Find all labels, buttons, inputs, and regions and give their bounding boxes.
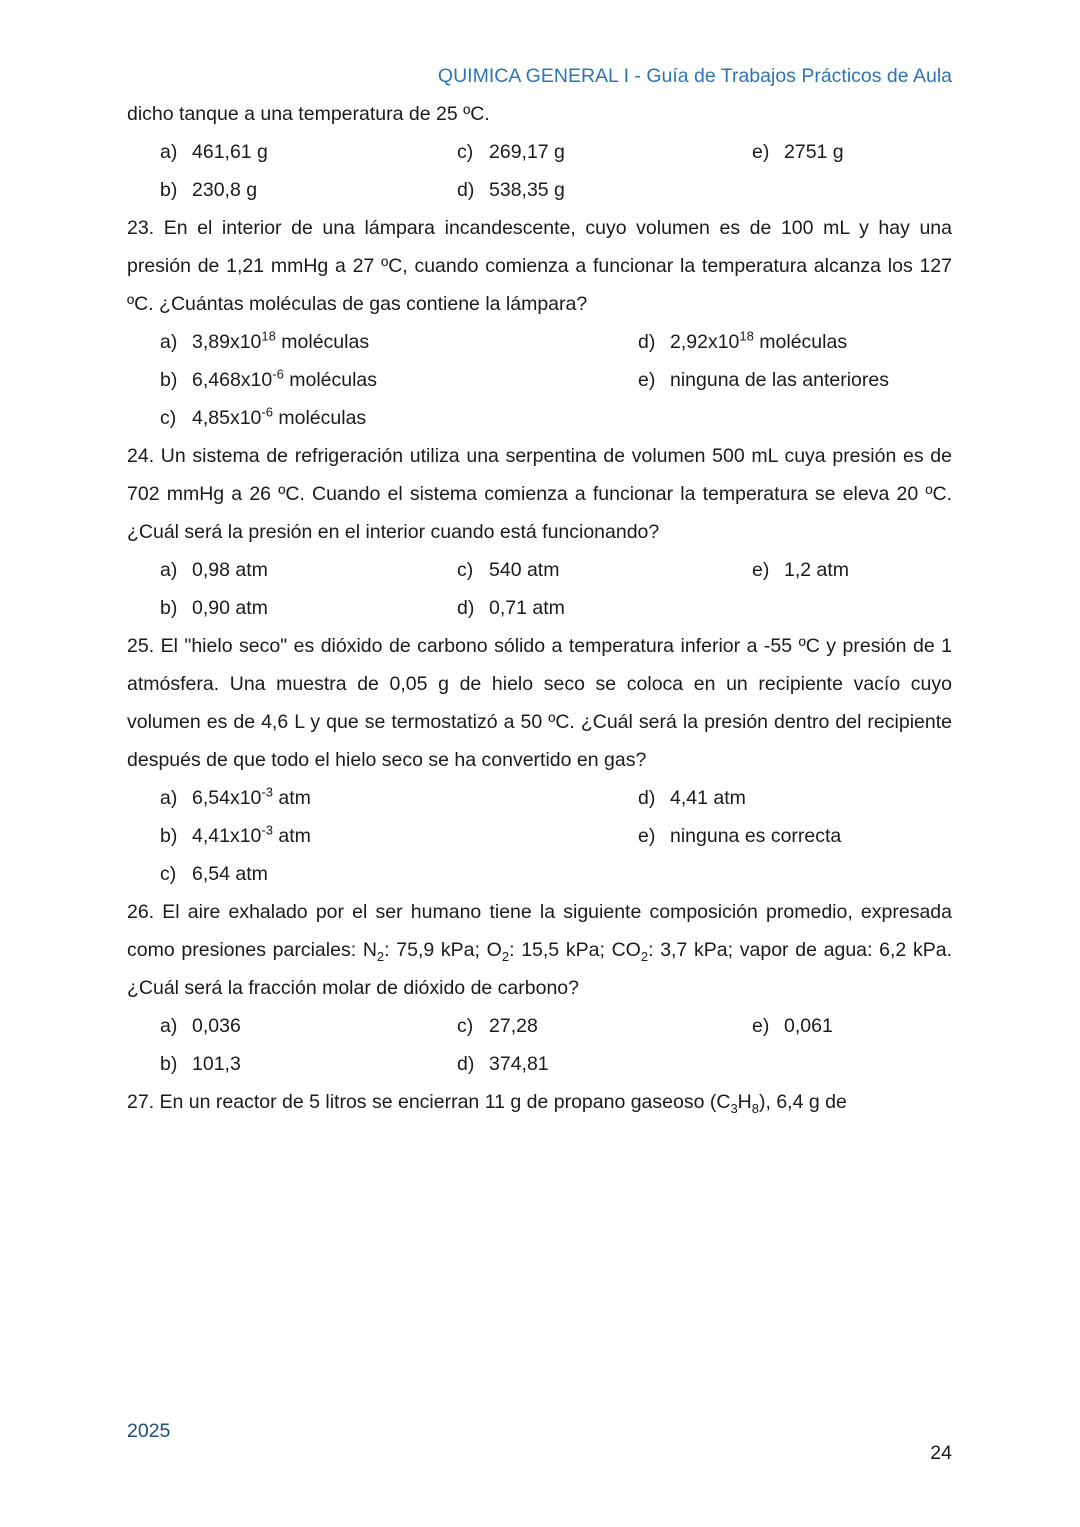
option-26-d <box>457 1045 752 1083</box>
option-label: a) <box>160 787 178 809</box>
question-25-options <box>127 779 952 893</box>
option-26-e <box>752 1007 952 1045</box>
option-label: b) <box>160 369 178 391</box>
option-23-b <box>160 361 638 399</box>
option-24-a <box>160 551 457 589</box>
option-label: b) <box>160 179 178 201</box>
option-23-e <box>638 361 952 399</box>
question-27-text: 27. En un reactor de 5 litros se encierran 11 g de propano gaseoso $(C_3H_8)$, 6,4 g de <box>127 1091 847 1116</box>
option-label: c) <box>457 1015 474 1037</box>
option-label: c) <box>160 407 177 429</box>
option-label: e) <box>638 369 656 391</box>
option-25-a <box>160 779 638 817</box>
option-22-b <box>160 171 457 209</box>
option-label: c) <box>160 863 177 885</box>
option-label: b) <box>160 1053 178 1075</box>
option-value: 538,35 g <box>489 179 565 201</box>
option-label: d) <box>638 331 656 353</box>
option-value: 6,54 atm <box>192 863 268 885</box>
option-24-b <box>160 589 457 627</box>
option-value: 0,90 atm <box>192 597 268 619</box>
option-value: 4,41 atm <box>670 787 746 809</box>
option-23-a <box>160 323 638 361</box>
question-23 <box>127 209 952 437</box>
option-value: $2,92x10^{18}$ moléculas <box>670 328 848 353</box>
question-24-options <box>127 551 952 627</box>
question-23-text: 23. En el interior de una lámpara incandescente, cuyo volumen es de 100 mL y hay una presión de 1,21 mmHg a 27 ºC, cuando comienza a funcionar la temperatura alcanza los 127 ºC. ¿Cuántas moléculas de gas contiene la lámpara? <box>127 217 952 315</box>
option-22-a <box>160 133 457 171</box>
option-value: 1,2 atm <box>784 559 850 581</box>
option-value: 27,28 <box>489 1015 538 1037</box>
option-25-b <box>160 817 638 855</box>
option-22-e <box>752 133 952 171</box>
option-value: 0,061 <box>784 1015 833 1037</box>
question-26-text: 26. El aire exhalado por el ser humano tiene la siguiente composición promedio, expresada como presiones parciales: $N_2$: 75,9 kPa; $O_2$: 15,5 kPa; $CO_2$: 3,7 kPa; vapor de agua: 6,2 kPa. ¿Cuál será la fracción molar de dióxido de carbono? <box>127 901 952 999</box>
option-label: d) <box>457 179 475 201</box>
option-25-c <box>160 855 638 893</box>
option-value: 374,81 <box>489 1053 549 1075</box>
option-label: d) <box>457 1053 475 1075</box>
option-value: 269,17 g <box>489 141 565 163</box>
option-22-c <box>457 133 752 171</box>
option-value: ninguna es correcta <box>670 825 842 847</box>
option-value: 461,61 g <box>192 141 268 163</box>
option-24-e <box>752 551 952 589</box>
question-25 <box>127 627 952 893</box>
option-label: e) <box>752 1015 770 1037</box>
option-label: a) <box>160 1015 178 1037</box>
option-value: $4,85x10^{-6}$ moléculas <box>192 404 367 429</box>
option-value: 540 atm <box>489 559 560 581</box>
document-header-title: QUIMICA GENERAL I - Guía de Trabajos Prácticos de Aula <box>437 65 952 87</box>
footer-page-number: 24 <box>930 1442 952 1464</box>
question-22-options <box>127 133 952 209</box>
option-26-c <box>457 1007 752 1045</box>
option-value: 230,8 g <box>192 179 258 201</box>
option-label: a) <box>160 331 178 353</box>
option-value: $4,41x10^{-3}$ atm <box>192 822 311 847</box>
question-22-text: dicho tanque a una temperatura de 25 ºC. <box>127 103 490 125</box>
footer-year: 2025 <box>127 1420 171 1442</box>
option-value: ninguna de las anteriores <box>670 369 889 391</box>
option-24-d <box>457 589 752 627</box>
option-value: 101,3 <box>192 1053 241 1075</box>
option-label: e) <box>638 825 656 847</box>
question-24-text: 24. Un sistema de refrigeración utiliza una serpentina de volumen 500 mL cuya presión es de 702 mmHg a 26 ºC. Cuando el sistema comienza a funcionar la temperatura se eleva 20 ºC. ¿Cuál será la presión en el interior cuando está funcionando? <box>127 445 952 543</box>
option-label: e) <box>752 559 770 581</box>
option-23-d <box>638 323 952 361</box>
option-label: a) <box>160 141 178 163</box>
option-label: b) <box>160 597 178 619</box>
question-26-options <box>127 1007 952 1083</box>
question-24 <box>127 437 952 627</box>
question-22-continuation <box>127 95 952 209</box>
option-25-e <box>638 817 952 855</box>
option-label: c) <box>457 141 474 163</box>
option-value: 0,036 <box>192 1015 241 1037</box>
question-26 <box>127 893 952 1083</box>
option-label: e) <box>752 141 770 163</box>
option-label: a) <box>160 559 178 581</box>
option-26-b <box>160 1045 457 1083</box>
question-27 <box>127 1083 952 1121</box>
option-22-d <box>457 171 752 209</box>
option-label: d) <box>638 787 656 809</box>
option-label: d) <box>457 597 475 619</box>
option-label: b) <box>160 825 178 847</box>
option-26-a <box>160 1007 457 1045</box>
option-value: $6,468x10^{-6}$ moléculas <box>192 366 378 391</box>
option-25-d <box>638 779 952 817</box>
option-24-c <box>457 551 752 589</box>
option-value: $6,54x10^{-3}$ atm <box>192 784 311 809</box>
option-value: $3,89x10^{18}$ moléculas <box>192 328 370 353</box>
question-25-text: 25. El "hielo seco" es dióxido de carbono sólido a temperatura inferior a -55 ºC y presión de 1 atmósfera. Una muestra de 0,05 g de hielo seco se coloca en un recipiente vacío cuyo volumen es de 4,6 L y que se termostatizó a 50 ºC. ¿Cuál será la presión dentro del recipiente después de que todo el hielo seco se ha convertido en gas? <box>127 635 952 771</box>
option-23-c <box>160 399 638 437</box>
option-value: 2751 g <box>784 141 844 163</box>
option-label: c) <box>457 559 474 581</box>
option-value: 0,71 atm <box>489 597 565 619</box>
question-23-options <box>127 323 952 437</box>
option-value: 0,98 atm <box>192 559 268 581</box>
